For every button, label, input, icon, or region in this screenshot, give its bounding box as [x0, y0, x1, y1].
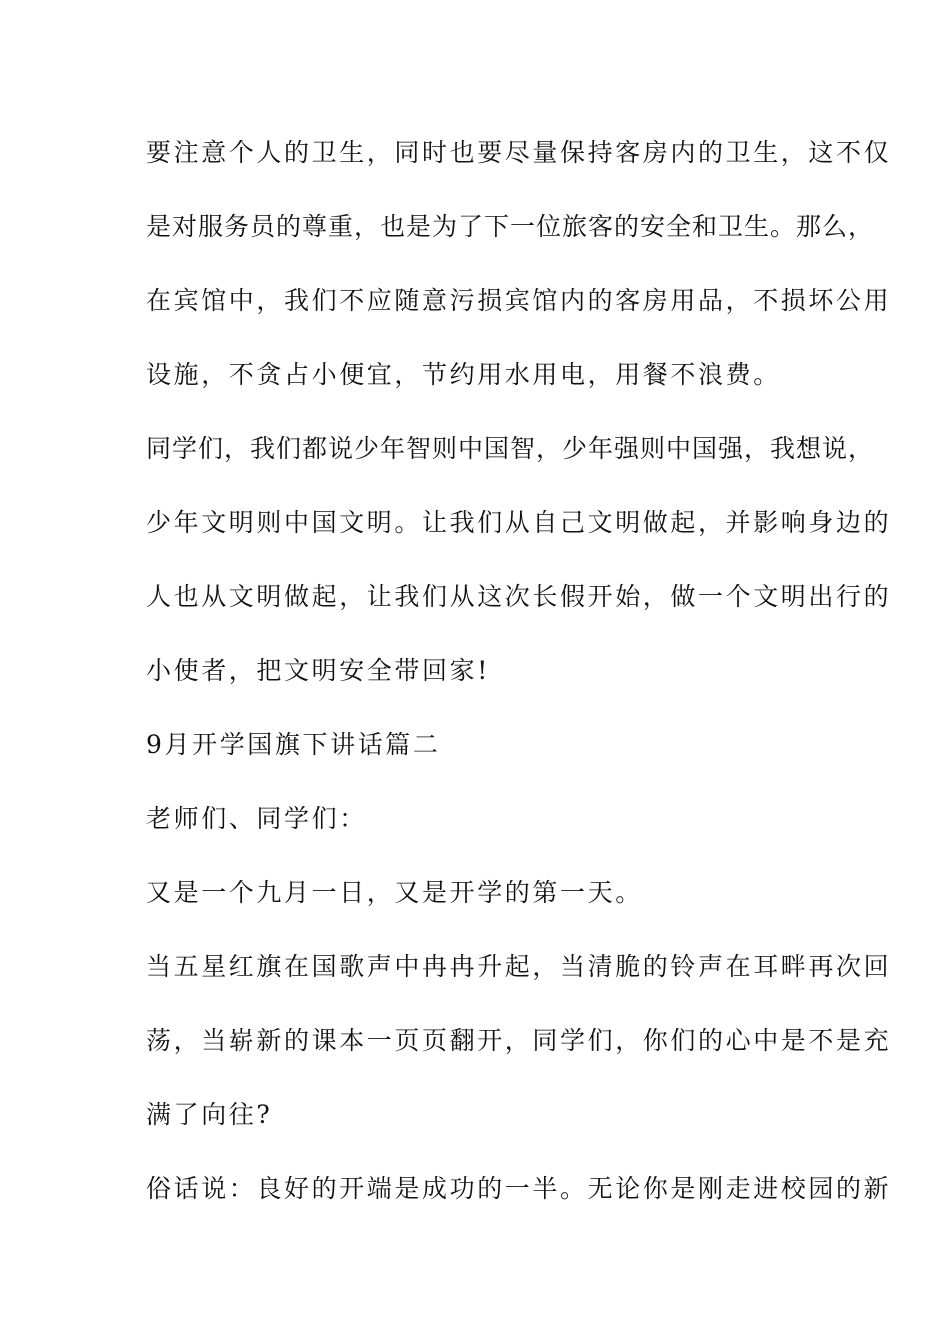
text-line: 又是一个九月一日，又是开学的第一天。 [146, 878, 643, 907]
text-line: 要注意个人的卫生，同时也要尽量保持客房内的卫生，这不仅 [146, 138, 892, 167]
text-line: 荡，当崭新的课本一页页翻开，同学们，你们的心中是不是充 [146, 1026, 892, 1055]
text-line: 少年文明则中国文明。让我们从自己文明做起，并影响身边的 [146, 508, 892, 537]
text-line: 当五星红旗在国歌声中冉冉升起，当清脆的铃声在耳畔再次回 [146, 952, 892, 981]
text-line: 同学们，我们都说少年智则中国智，少年强则中国强，我想说， [146, 434, 875, 463]
text-line: 在宾馆中，我们不应随意污损宾馆内的客房用品，不损坏公用 [146, 286, 892, 315]
text-line: 小使者，把文明安全带回家! [146, 656, 490, 685]
section-heading: 9月开学国旗下讲话篇二 [146, 730, 441, 759]
salutation: 老师们、同学们： [146, 804, 367, 833]
text-line: 满了向往? [146, 1100, 273, 1129]
text-line: 人也从文明做起，让我们从这次长假开始，做一个文明出行的 [146, 582, 892, 611]
text-line: 设施，不贪占小便宜，节约用水用电，用餐不浪费。 [146, 360, 781, 389]
text-line: 是对服务员的尊重，也是为了下一位旅客的安全和卫生。那么， [146, 212, 875, 241]
text-line: 俗话说：良好的开端是成功的一半。无论你是刚走进校园的新 [146, 1174, 892, 1203]
